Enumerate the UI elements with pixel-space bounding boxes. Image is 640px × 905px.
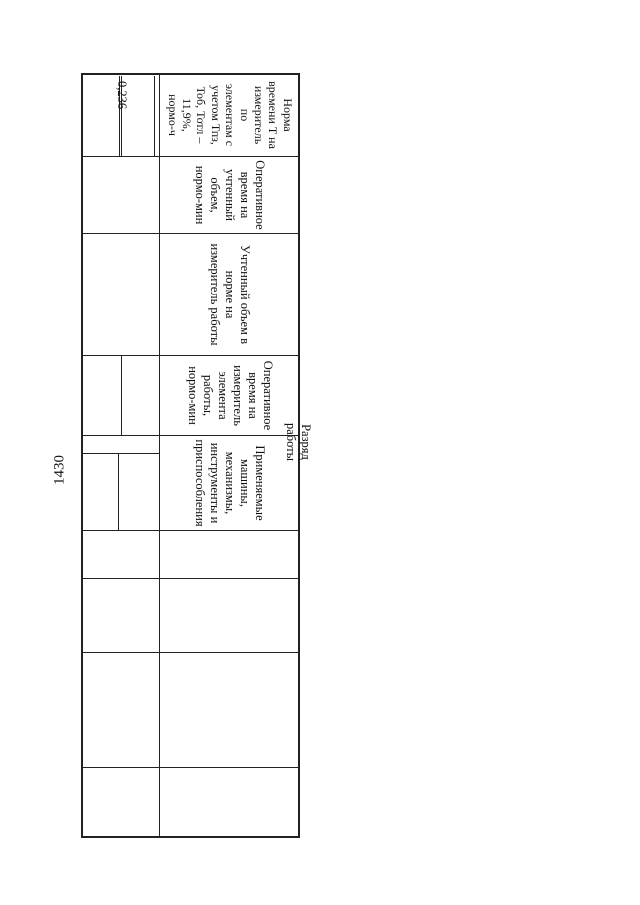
header-volume-in-norm: Учтенный объем в норме на измеритель работы bbox=[208, 243, 253, 346]
header-machines: Применяемые машины, механизмы, инструменты и приспособления bbox=[193, 439, 268, 527]
grid-line bbox=[82, 73, 84, 838]
grid-line bbox=[82, 836, 300, 838]
grid-line bbox=[82, 530, 300, 531]
table-grid bbox=[82, 73, 313, 838]
work-elements-table bbox=[82, 73, 313, 838]
header-norm-T: Норма времени Т на измеритель по элементам с учетом Тпз, Тоб, Тотл – 11,9%, нормо-ч bbox=[165, 81, 295, 149]
header-grade: Разряд работы bbox=[284, 422, 313, 462]
grid-line bbox=[118, 453, 119, 531]
grid-line bbox=[82, 578, 300, 579]
grid-line bbox=[82, 453, 160, 454]
page-number-text: 1430 bbox=[51, 455, 68, 485]
grid-line bbox=[82, 767, 300, 768]
header-op-time-volume: Оперативное время на учтенный объем, нормо-мин bbox=[193, 160, 268, 230]
grid-line bbox=[121, 355, 122, 435]
header-op-time-element: Оперативное время на измеритель элемента работы, нормо-мин bbox=[186, 360, 275, 431]
norm-T-value-1: 0,236 bbox=[115, 80, 129, 110]
grid-line bbox=[82, 652, 300, 653]
